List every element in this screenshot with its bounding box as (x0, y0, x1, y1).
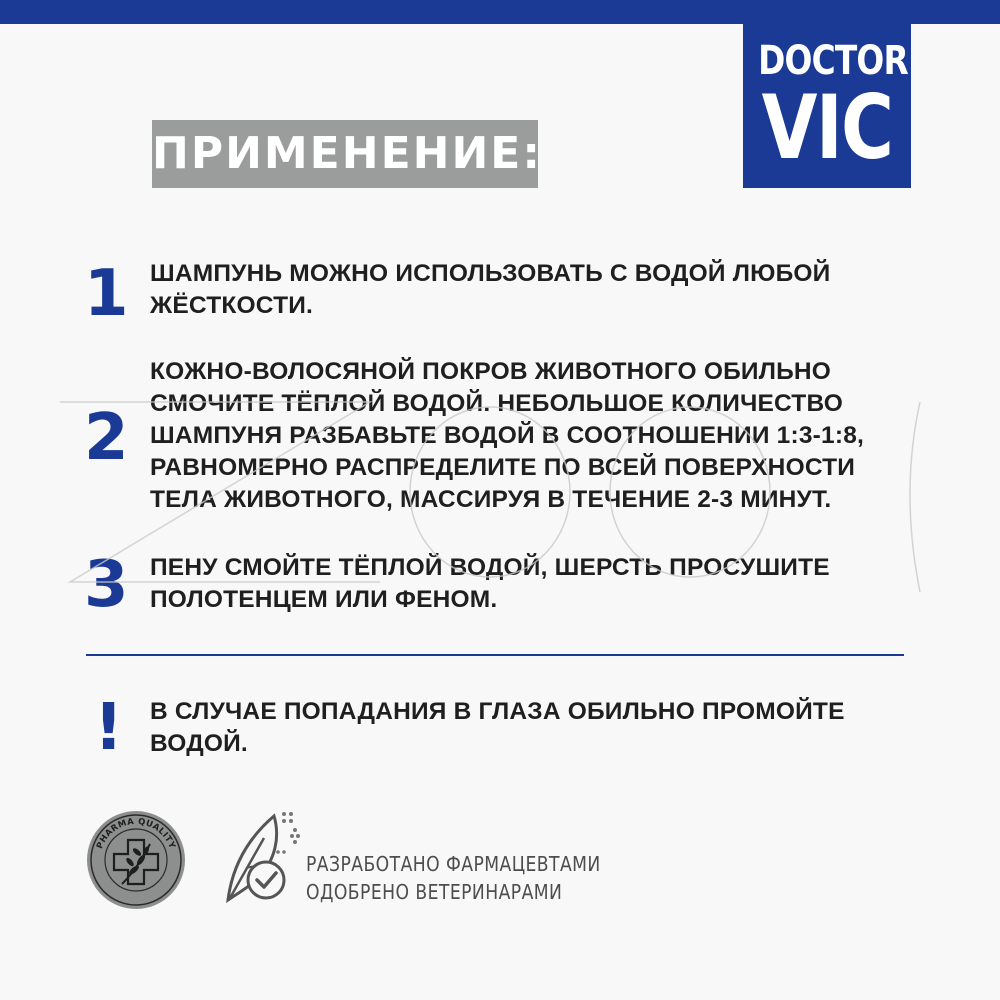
section-divider (86, 654, 904, 656)
step-2-number: 2 (84, 401, 129, 475)
step-1-text: ШАМПУНЬ МОЖНО ИСПОЛЬЗОВАТЬ С ВОДОЙ ЛЮБОЙ ЖЁСТКОСТИ. (150, 260, 831, 319)
step-2-text: КОЖНО-ВОЛОСЯНОЙ ПОКРОВ ЖИВОТНОГО ОБИЛЬНО СМОЧИТЕ ТЁПЛОЙ ВОДОЙ. НЕБОЛЬШОЕ КОЛИЧЕСТВО ШАМПУНЯ РАЗБАВЬТЕ ВОДОЙ В СООТНОШЕНИИ 1:3-1:8, РАВНОМЕРНО РАСПРЕДЕЛИТЕ ПО ВСЕЙ ПОВЕРХНОСТИ ТЕЛА ЖИВОТНОГО, МАССИРУЯ В ТЕЧЕНИЕ 2-3 МИНУТ. (150, 358, 865, 513)
certification-line-2: ОДОБРЕНО ВЕТЕРИНАРАМИ (306, 880, 563, 904)
certification-line-1: РАЗРАБОТАНО ФАРМАЦЕВТАМИ (306, 852, 601, 876)
warning-text: В СЛУЧАЕ ПОПАДАНИЯ В ГЛАЗА ОБИЛЬНО ПРОМОЙТЕ ВОДОЙ. (150, 698, 845, 757)
top-brand-bar (0, 0, 1000, 24)
doctor-vic-logo (743, 24, 911, 188)
feather-check-icon (218, 808, 302, 908)
warning-exclamation-icon: ! (94, 691, 124, 765)
step-3-number: 3 (84, 548, 129, 622)
logo-line-1: DOCTOR (758, 38, 908, 84)
page-heading: ПРИМЕНЕНИЕ: (152, 120, 538, 188)
pharma-quality-badge (86, 810, 186, 910)
certification-text (306, 850, 601, 906)
badge-label: PHARMA QUALITY (95, 816, 177, 851)
logo-line-2: VIC (761, 76, 893, 179)
step-3-text: ПЕНУ СМОЙТЕ ТЁПЛОЙ ВОДОЙ, ШЕРСТЬ ПРОСУШИТЕ ПОЛОТЕНЦЕМ ИЛИ ФЕНОМ. (150, 554, 830, 613)
step-1-number: 1 (84, 257, 129, 331)
